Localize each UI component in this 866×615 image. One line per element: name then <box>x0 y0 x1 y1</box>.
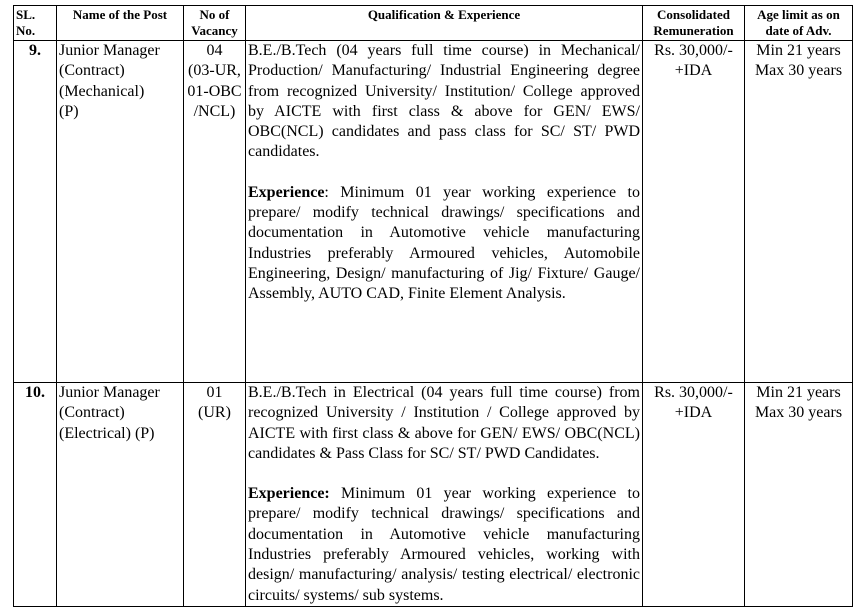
row-age: Min 21 years Max 30 years <box>745 41 853 383</box>
experience-block <box>248 484 640 606</box>
header-post: Name of the Post <box>57 6 184 41</box>
row-remuneration: Rs. 30,000/- +IDA <box>643 41 745 383</box>
row-age: Min 21 years Max 30 years <box>745 383 853 607</box>
header-sl: SL. No. <box>14 6 57 41</box>
header-remuneration: Consolidated Remuneration <box>643 6 745 41</box>
experience-label: Experience: <box>248 485 330 503</box>
header-vacancy: No of Vacancy <box>184 6 246 41</box>
row-qualification-cell <box>246 383 643 607</box>
row-remuneration: Rs. 30,000/- +IDA <box>643 383 745 607</box>
experience-text: Minimum 01 year working experience to prepare/ modify technical drawings/ specifications and documentation in Automotive vehicle manufacturing Industries preferably Armoured vehicles, Automobile Engineering, Design/ manufacturing of Jig/ Fixture/ Gauge/ Assembly, AUTO CAD, Finite Element Analysis. <box>248 183 640 303</box>
row-qualification-cell <box>246 41 643 383</box>
qualification-text: B.E./B.Tech in Electrical (04 years full time course) from recognized University / Institution / College approved by AICTE with first class & above for GEN/ EWS/ OBC(NCL) candidates & Pass Class for SC/ ST/ PWD Candidates. <box>248 384 640 462</box>
row-sl: 10. <box>14 383 57 607</box>
experience-label: Experience <box>248 183 325 201</box>
experience-separator: : <box>324 183 341 201</box>
row-post: Junior Manager (Contract) (Mechanical) (P) <box>57 41 184 383</box>
row-sl: 9. <box>14 41 57 383</box>
row-vacancy: 01 (UR) <box>184 383 246 607</box>
table-row <box>14 41 853 383</box>
table-row <box>14 383 853 607</box>
qualification-text: B.E./B.Tech (04 years full time course) in Mechanical/ Production/ Manufacturing/ Industrial Engineering degree from recognized University/ Institution/ College approved by AICTE with first class & above for GEN/ EWS/ OBC(NCL) candidates and pass class for SC/ ST/ PWD candidates. <box>248 42 640 161</box>
experience-separator <box>330 485 341 502</box>
header-qualification: Qualification & Experience <box>246 6 643 41</box>
header-row <box>14 6 853 41</box>
experience-block <box>248 183 640 305</box>
paragraph-gap <box>248 464 640 484</box>
header-age: Age limit as on date of Adv. <box>745 6 853 41</box>
experience-text: Minimum 01 year working experience to prepare/ modify technical drawings/ specifications and documentation in Automotive vehicle manufacturing Industries preferably Armoured vehicles, working with design/ manufacturing/ analysis/ testing electrical/ electronic circuits/ systems/ sub systems. <box>248 485 641 604</box>
paragraph-gap <box>248 163 640 183</box>
recruitment-table <box>13 5 853 607</box>
row-post: Junior Manager (Contract) (Electrical) (P) <box>57 383 184 607</box>
row-vacancy: 04 (03-UR, 01-OBC /NCL) <box>184 41 246 383</box>
